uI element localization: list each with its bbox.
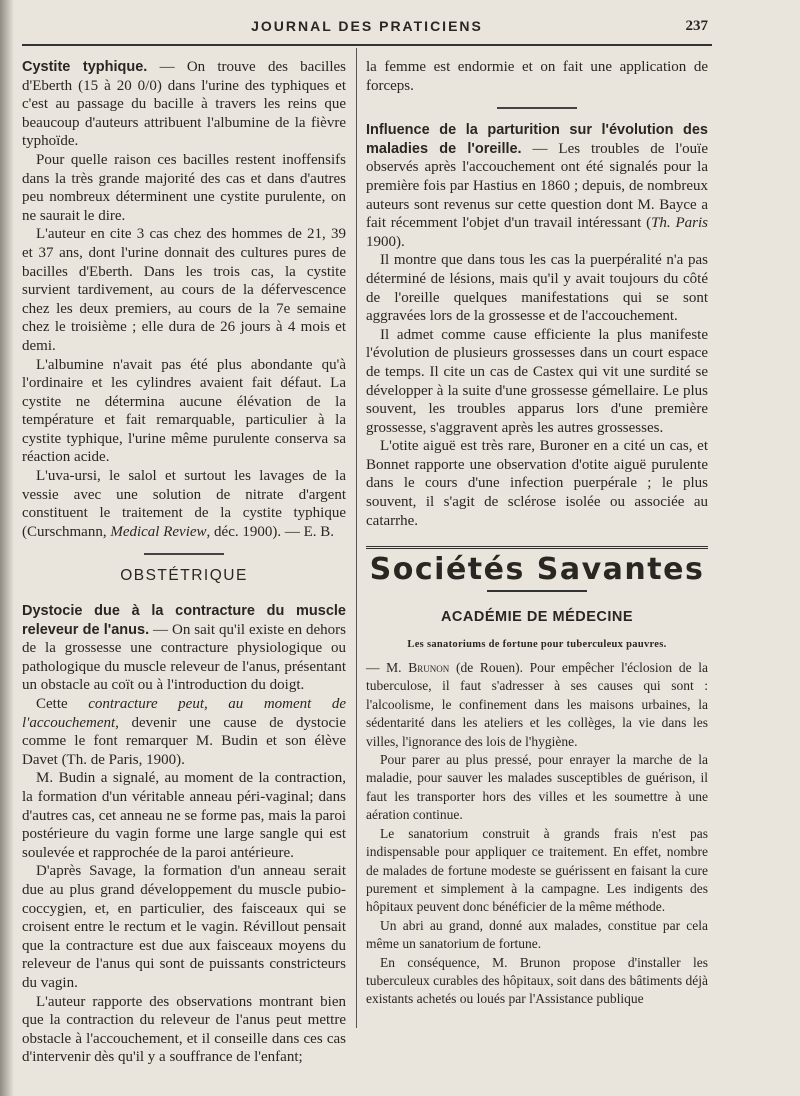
oreille-paragraph-2: Il montre que dans tous les cas la puerpéralité n'a pas déterminé de lésions, mais qu'il y avait toujours du côté de l'oreille quelques manifestations qui se sont aggravées lors de la grossesse et de l'accouchement. — [366, 252, 708, 325]
binding-gutter — [0, 0, 14, 1096]
title-underline — [487, 590, 587, 592]
cystite-paragraph-2: Pour quelle raison ces bacilles restent inoffensifs dans la très grande majorité des cas et dans d'autres peu nombreux déterminent une cystite purulente, on ne saurait le dire. — [22, 151, 346, 224]
brunon-paragraph-3: Le sanatorium construit à grands frais n'est pas indispensable pour appliquer ce traitement. En effet, nombre de malades de fortune modeste se guérissent en faisant la cure purement et simplement à la campagne. Les indigents des hôpitaux peuvent donc bénéficier de la même méthode. — [366, 825, 708, 915]
section-separator — [497, 107, 577, 109]
left-column — [22, 58, 346, 1067]
academie-text — [366, 659, 708, 1009]
oreille-paragraph-4: L'otite aiguë est très rare, Buroner en a cité un cas, et Bonnet rapporte une observation d'otite aiguë purulente dans le cours d'une infection puerpérale ; le plus souvent, il s'agit de sclérose isolée ou associée au catarrhe. — [366, 438, 708, 529]
dystocie-paragraph-3: M. Budin a signalé, au moment de la contraction, la formation d'un véritable anneau péri-vaginal; dans d'autres cas, cet anneau ne se forme pas, mais la paroi postérieure du vagin forme une large sangle qui est soulevée et rapprochée de la paroi antérieure. — [22, 770, 346, 861]
dystocie-paragraph-2: Cette contracture peut, au moment de l'accouchement, devenir une cause de dystocie comme le font remarquer M. Budin et son élève Davet (Th. de Paris, 1900). — [22, 696, 347, 768]
dystocie-paragraph-5: L'auteur rapporte des observations montrant bien que la contraction du releveur de l'anus peut mettre obstacle à l'accouchement, et il conseille dans ces cas d'intervenir dès qu'il y a souffrance de l'enfant; — [22, 993, 346, 1066]
cystite-paragraph-1: Cystite typhique. — On trouve des bacilles d'Eberth (15 à 20 0/0) dans l'urine des typhiques et c'est au passage du bacille à travers les reins que beaucoup d'auteurs attribuent l'albumine de la fièvre typhoïde. — [22, 59, 346, 150]
brunon-paragraph-1: — M. Brunon (de Rouen). Pour empêcher l'éclosion de la tuberculose, il faut s'adresser à ses causes qui sont : l'alcoolisme, le confinement dans les maisons urbaines, la sédentarité dans les ateliers et les collèges, la vie dans les villes, l'ignorance des lois de l'hygiène. — [366, 660, 708, 749]
oreille-title: Influence de la parturition sur l'évolution des maladies de l'oreille. — [366, 122, 708, 157]
brunon-paragraph-4: Un abri au grand, donné aux malades, constitue par cela même un sanatorium de fortune. — [366, 917, 708, 952]
column-divider — [356, 48, 357, 1028]
forceps-continuation: la femme est endormie et on fait une application de forceps. — [366, 59, 708, 94]
cystite-title: Cystite typhique. — [22, 59, 148, 75]
societes-savantes-title: Sociétés Savantes — [369, 552, 705, 588]
double-rule — [366, 546, 708, 549]
cystite-paragraph-4: L'albumine n'avait pas été plus abondante qu'à l'ordinaire et les cylindres avaient fait défaut. La cystite ne détermina aucune élévation de la température et fait remarquable, particulier à la cystite typhique, l'urine même purulente conserva sa réaction acide. — [22, 356, 346, 466]
oreille-paragraph-3: Il admet comme cause efficiente la plus manifeste l'évolution de plusieurs grossesses dans un court espace de temps. Il cite un cas de Castex qui vit une surdité se développer à la suite d'une grossesse gémellaire. Le plus souvent, les troubles apparus lors d'une première grossesse, s'aggravent après les autres grossesses. — [366, 326, 708, 436]
right-column — [366, 58, 708, 1009]
oreille-paragraph-1: Influence de la parturition sur l'évolution des maladies de l'oreille. — Les troubles de l'ouïe observés après l'accouchement ont été signalés pour la première fois par Hastius en 1860 ; depuis, de nombreux auteurs sont revenus sur cette question dont M. Bayce a fait récemment l'objet d'un travail intéressant (Th. Paris 1900). — [366, 122, 708, 250]
page-header — [22, 18, 712, 40]
sanatoriums-subheading: Les sanatoriums de fortune pour tuberculeux pauvres. — [407, 639, 667, 651]
academie-heading: ACADÉMIE DE MÉDECINE — [440, 608, 634, 625]
dystocie-title: Dystocie due à la contracture du muscle releveur de l'anus. — [22, 603, 346, 638]
dystocie-paragraph-1: Dystocie due à la contracture du muscle releveur de l'anus. — On sait qu'il existe en dehors de la grossesse une contracture physiologique ou pathologique du muscle releveur de l'anus, présentant un obstacle au coït ou à l'introduction du doigt. — [22, 603, 346, 694]
page-number: 237 — [685, 18, 708, 34]
header-rule — [22, 44, 712, 46]
journal-title: JOURNAL DES PRATICIENS — [251, 18, 483, 34]
cystite-paragraph-5: L'uva-ursi, le salol et surtout les lavages de la vessie avec une solution de nitrate d'argent constituent le traitement de la cystite typhique (Curschmann, Medical Review, déc. 1900). — E. B. — [22, 468, 346, 540]
dystocie-paragraph-4: D'après Savage, la formation d'un anneau serait due au plus grand développement du muscle pubio-coccygien, et, en particulier, des faisceaux qui se croisent entre le rectum et le vagin. Révillout pensait que la contracture est due aux faisceaux moyens du releveur de l'anus qui sont de puissants constricteurs du vagin. — [22, 863, 346, 991]
brunon-paragraph-5: En conséquence, M. Brunon propose d'installer les tuberculeux curables des hôpitaux, soit dans des bâtiments déjà existants achetés ou loués par l'Assistance publique — [366, 954, 708, 1007]
obstetrique-heading: OBSTÉTRIQUE — [120, 567, 248, 585]
brunon-paragraph-2: Pour parer au plus pressé, pour enrayer la marche de la maladie, pour sauver les malades susceptibles de guérison, il faut les transporter hors des villes et les soumettre à une aération continue. — [366, 752, 708, 823]
section-separator — [144, 553, 224, 555]
cystite-paragraph-3: L'auteur en cite 3 cas chez des hommes de 21, 39 et 37 ans, dont l'urine donnait des cultures pures de bacilles d'Eberth. Dans les trois cas, la cystite survient tardivement, au cours de la défervescence chez les deux premiers, au cours de la 7e semaine chez le troisième ; elle dura de 26 jours à 4 mois et demi. — [22, 226, 346, 354]
